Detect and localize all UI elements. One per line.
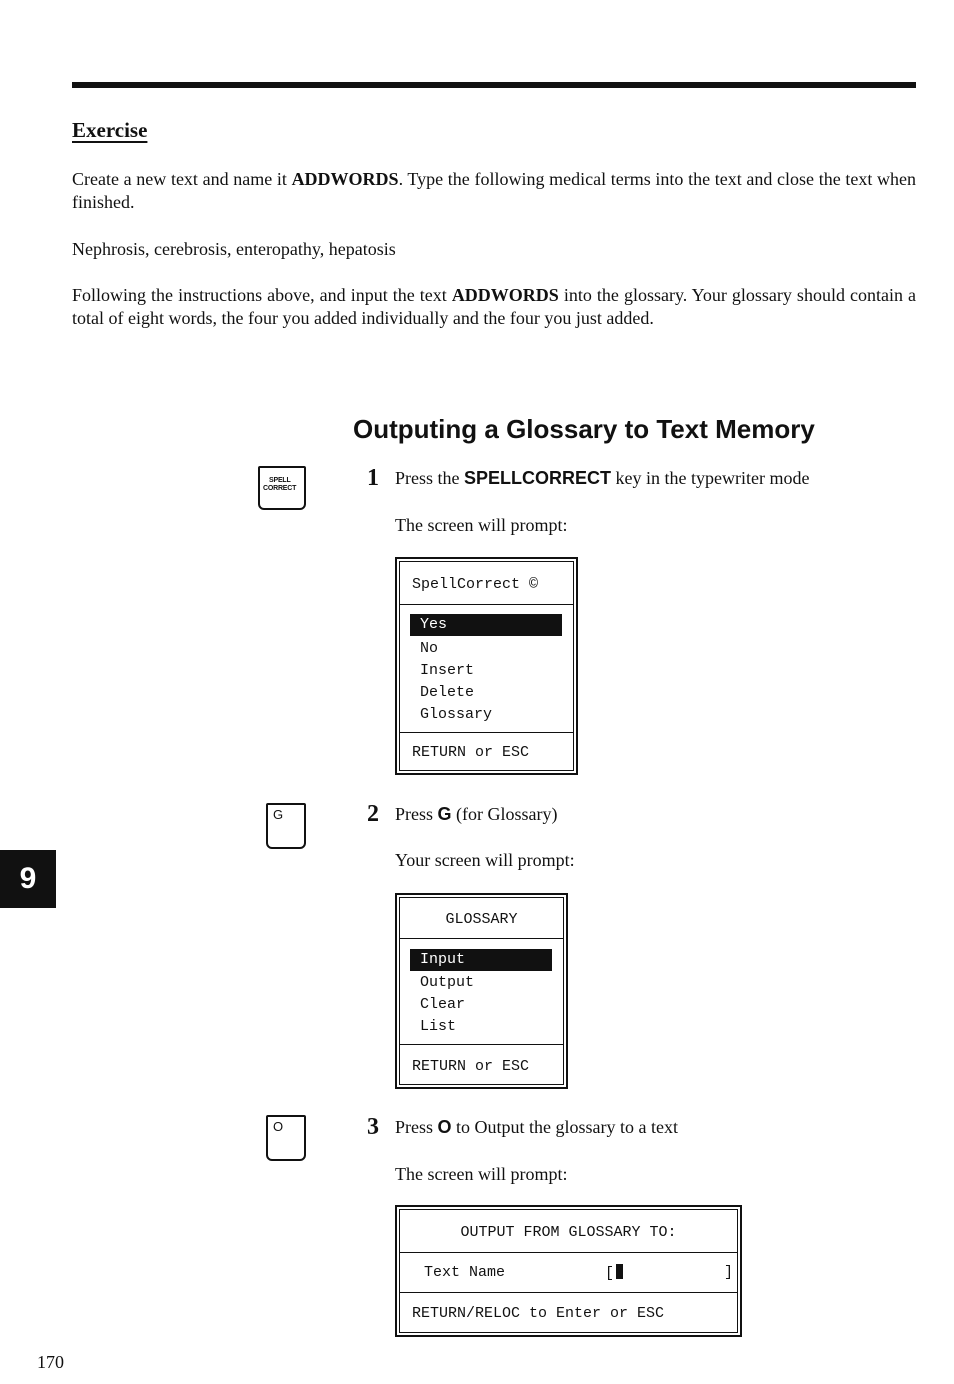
step-1-prompt: The screen will prompt: [395, 515, 568, 535]
spellcorrect-key-line2: CORRECT [263, 485, 297, 492]
exercise-p3-bold: ADDWORDS [451, 285, 559, 305]
step-2-key: G [437, 804, 452, 824]
exercise-paragraph-1 [72, 168, 916, 214]
top-rule [72, 82, 916, 88]
step-1-text [395, 468, 809, 489]
spellcorrect-key-icon [258, 466, 306, 510]
menu-item-no[interactable]: No [420, 640, 439, 657]
step-3-text-a: Press [395, 1117, 438, 1137]
step-2-text-a: Press [395, 804, 438, 824]
step-1-text-a: Press the [395, 468, 464, 488]
glossary-screen-inner [399, 897, 564, 1085]
output-screen-inner [399, 1209, 738, 1333]
page-number: 170 [37, 1352, 64, 1372]
step-1-number: 1 [367, 465, 379, 491]
step-2-text-b: (for Glossary) [451, 804, 558, 824]
step-1-key: SPELLCORRECT [464, 468, 612, 488]
spellcorrect-screen-title: SpellCorrect © [412, 576, 539, 593]
spellcorrect-key-line1: SPELL [269, 477, 291, 484]
menu-item-delete[interactable]: Delete [420, 684, 475, 701]
text-name-input[interactable] [605, 1264, 733, 1284]
exercise-p3-text-b: into the glossary. Your glossary should contain a total of eight words, the four you added individually and the four you just added. [72, 285, 916, 328]
step-3-key: O [437, 1117, 452, 1137]
output-screen [395, 1205, 742, 1337]
o-key-label: O [273, 1119, 284, 1134]
spellcorrect-key-label [263, 477, 296, 493]
o-key-icon [266, 1115, 306, 1161]
screen-divider [400, 732, 573, 733]
menu-item-yes-selected[interactable] [410, 614, 562, 636]
glossary-screen [395, 893, 568, 1089]
menu-item-insert[interactable]: Insert [420, 662, 475, 679]
menu-item-output[interactable]: Output [420, 974, 475, 991]
menu-item-yes-label: Yes [420, 616, 448, 633]
glossary-screen-footer: RETURN or ESC [412, 1058, 530, 1075]
output-screen-footer: RETURN/RELOC to Enter or ESC [412, 1305, 665, 1322]
exercise-paragraph-3 [72, 284, 916, 330]
chapter-tab: 9 [0, 850, 56, 908]
text-name-bracket-open: [ [605, 1265, 615, 1282]
menu-item-glossary[interactable]: Glossary [420, 706, 493, 723]
step-2-text [395, 804, 558, 825]
screen-divider [400, 1252, 737, 1253]
spellcorrect-screen-footer: RETURN or ESC [412, 744, 530, 761]
exercise-p1-text-b: . Type the following medical terms into the text and close the text when finished. [72, 169, 916, 212]
exercise-terms: Nephrosis, cerebrosis, enteropathy, hepatosis [72, 239, 396, 259]
text-cursor [616, 1264, 623, 1279]
menu-item-input-selected[interactable] [410, 949, 552, 971]
exercise-p1-bold: ADDWORDS [291, 169, 399, 189]
screen-divider [400, 1044, 563, 1045]
menu-item-input-label: Input [420, 951, 466, 968]
step-2-prompt: Your screen will prompt: [395, 850, 575, 870]
exercise-heading: Exercise [72, 118, 148, 142]
step-3-text [395, 1117, 678, 1138]
step-3-prompt: The screen will prompt: [395, 1164, 568, 1184]
step-3-number: 3 [367, 1114, 379, 1140]
screen-divider [400, 938, 563, 939]
text-name-label: Text Name [424, 1264, 506, 1281]
exercise-p1-text-a: Create a new text and name it [72, 169, 292, 189]
screen-divider [400, 1292, 737, 1293]
spellcorrect-screen [395, 557, 578, 775]
step-2-number: 2 [367, 801, 379, 827]
g-key-label: G [273, 807, 284, 822]
screen-divider [400, 604, 573, 605]
output-screen-title: OUTPUT FROM GLOSSARY TO: [460, 1224, 677, 1241]
menu-item-clear[interactable]: Clear [420, 996, 466, 1013]
spellcorrect-screen-inner [399, 561, 574, 771]
glossary-screen-title: GLOSSARY [445, 911, 518, 928]
section-title: Outputing a Glossary to Text Memory [353, 414, 815, 444]
step-3-text-b: to Output the glossary to a text [451, 1117, 678, 1137]
step-1-text-b: key in the typewriter mode [611, 468, 810, 488]
text-name-bracket-close: ] [723, 1264, 733, 1281]
g-key-icon [266, 803, 306, 849]
exercise-p3-text-a: Following the instructions above, and input the text [72, 285, 452, 305]
menu-item-list[interactable]: List [420, 1018, 457, 1035]
